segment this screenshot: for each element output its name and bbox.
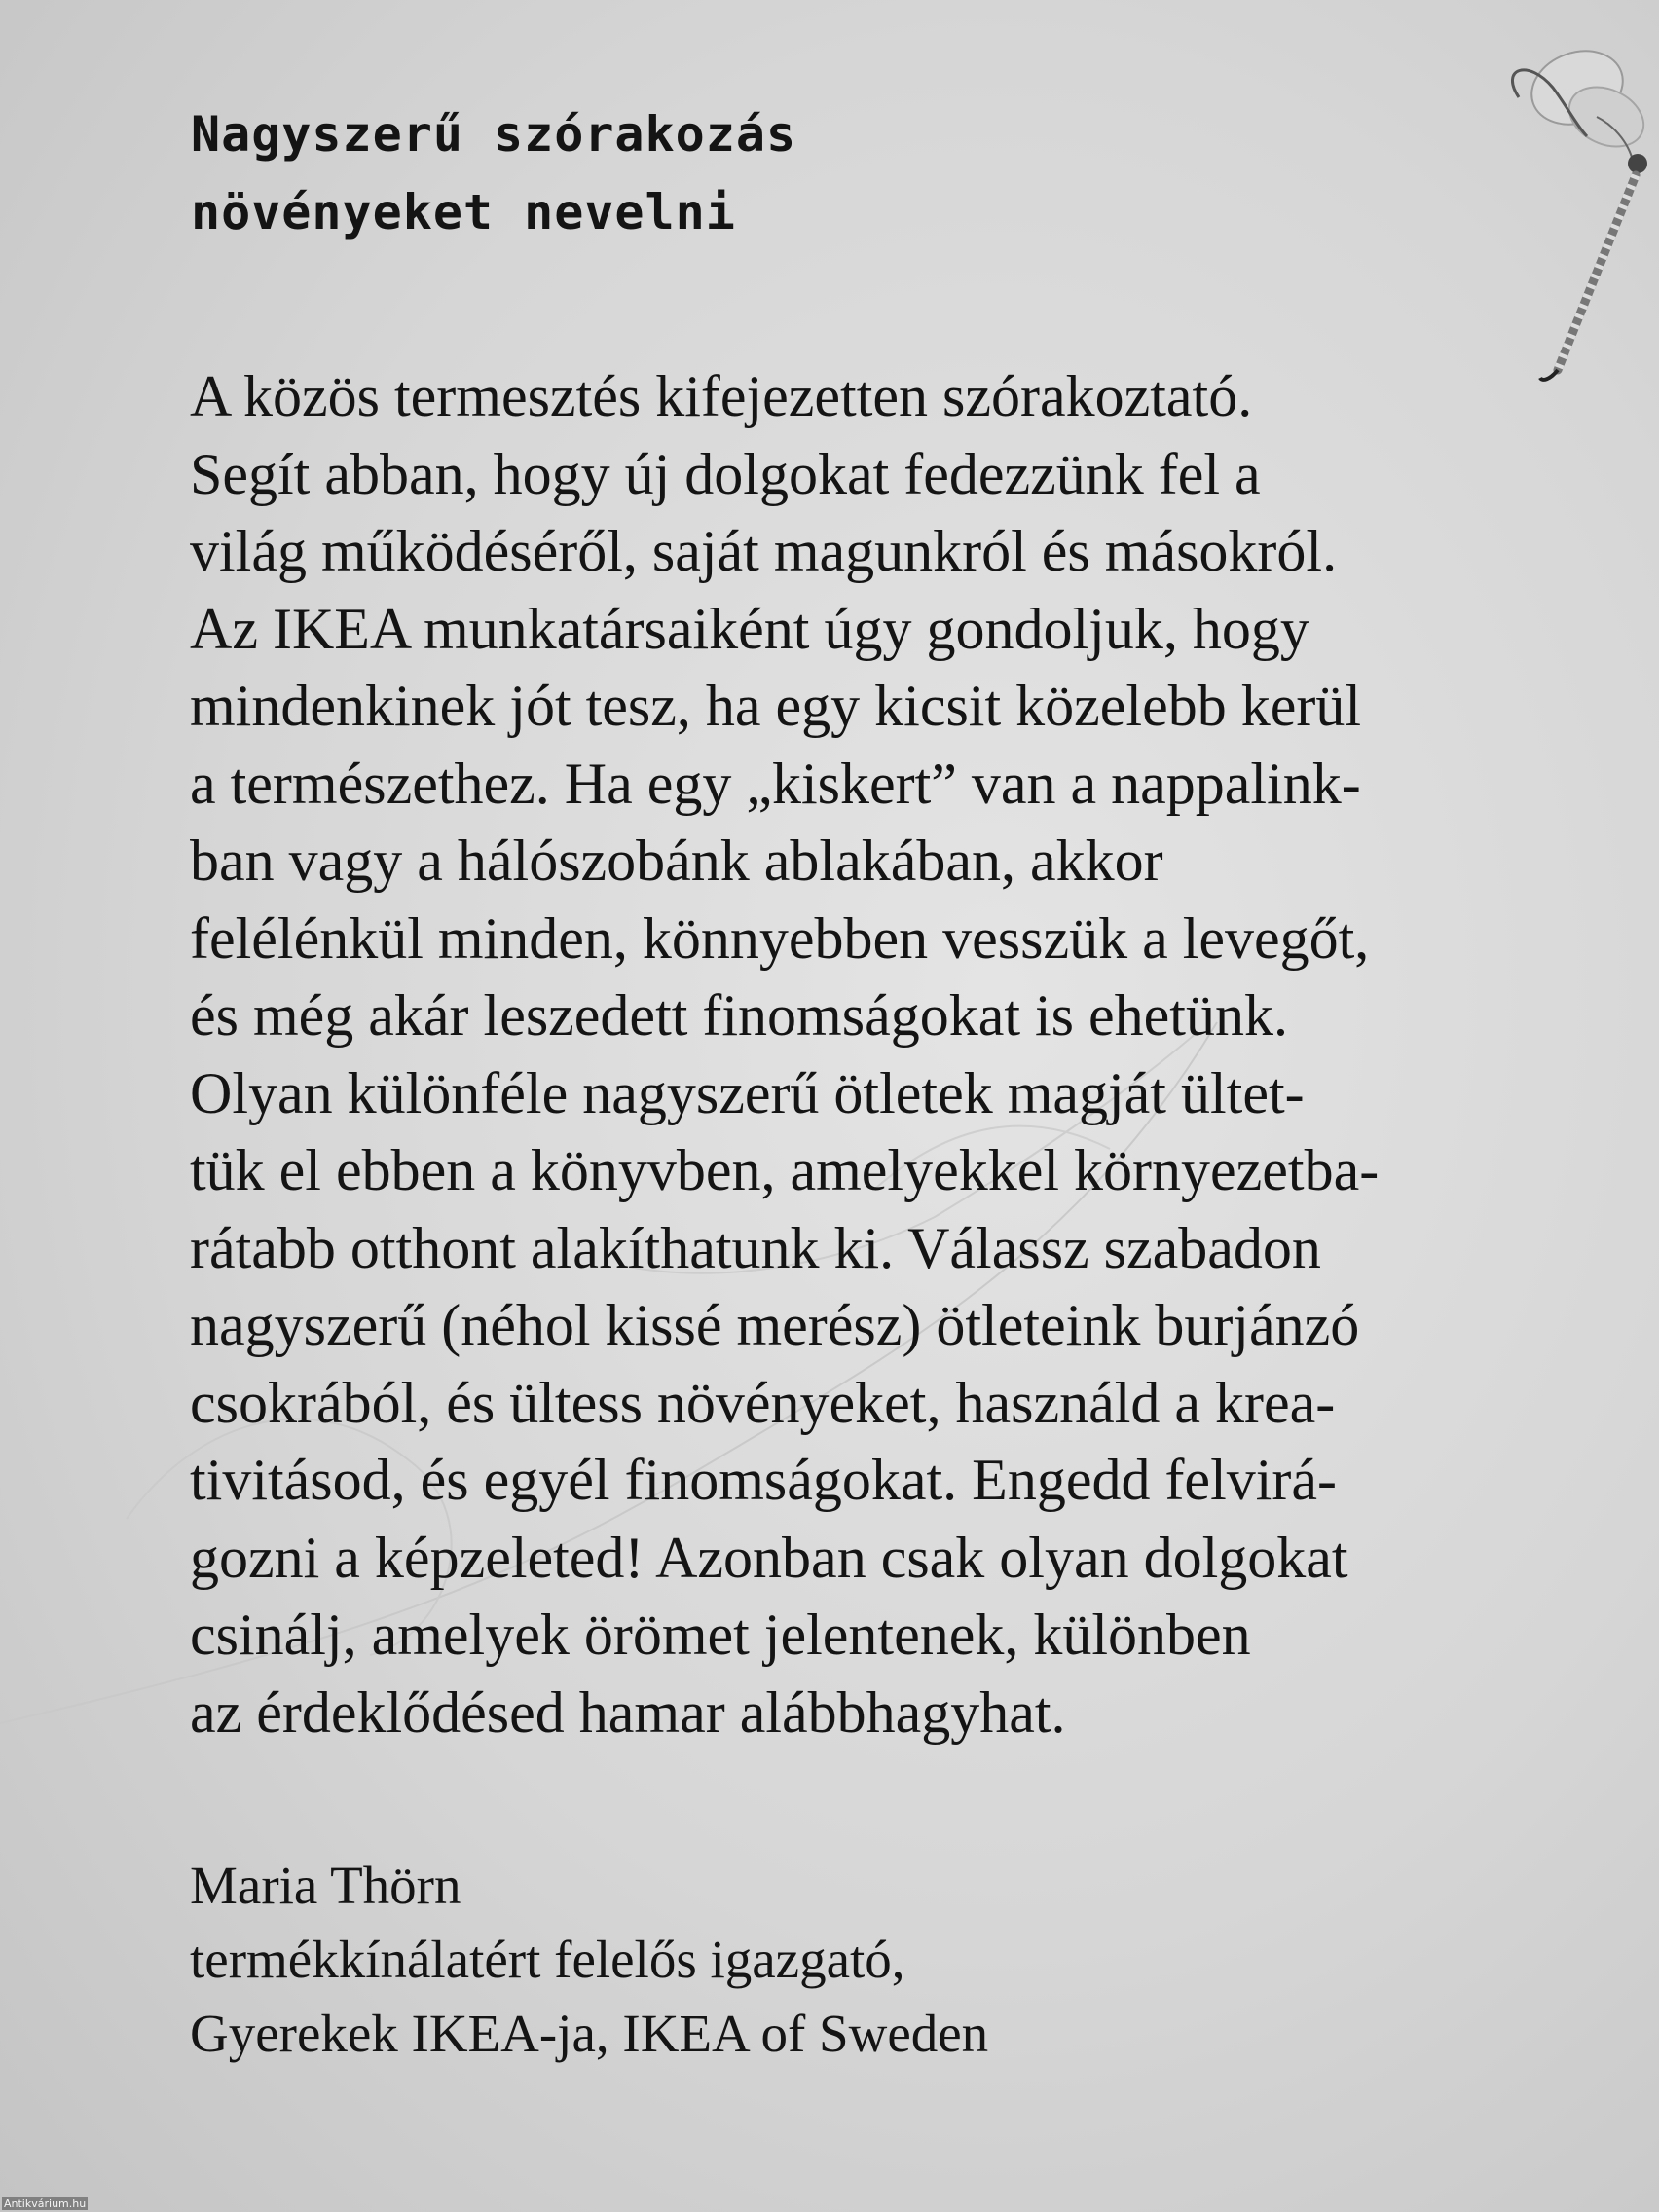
body-line: csokrából, és ültess növényeket, használd a krea-: [190, 1370, 1336, 1435]
body-line: Az IKEA munkatársaiként úgy gondoljuk, hogy: [190, 596, 1309, 661]
body-line: az érdeklődésed hamar alábbhagyhat.: [190, 1679, 1066, 1745]
body-line: rátabb otthont alakíthatunk ki. Válassz szabadon: [190, 1215, 1321, 1280]
body-line: csinálj, amelyek örömet jelentenek, különben: [190, 1603, 1251, 1667]
author-organization: Gyerekek IKEA-ja, IKEA of Sweden: [190, 2004, 989, 2063]
body-line: nagyszerű (néhol kissé merész) ötleteink burjánzó: [190, 1293, 1360, 1357]
dragonfly-illustration: [1460, 19, 1655, 389]
body-line: tivitásod, és egyél finomságokat. Engedd felvirá-: [190, 1448, 1337, 1512]
body-line: tük el ebben a könyvben, amelyekkel környezetba-: [190, 1138, 1380, 1202]
body-line: ban vagy a hálószobánk ablakában, akkor: [190, 829, 1163, 893]
body-line: világ működéséről, saját magunkról és másokról.: [190, 519, 1338, 583]
signature-block: [190, 1849, 1456, 2071]
body-line: A közös termesztés kifejezetten szórakoztató.: [190, 364, 1253, 428]
author-role: termékkínálatért felelős igazgató,: [190, 1930, 905, 1989]
watermark: Antikvárium.hu: [4, 2197, 87, 2210]
title-line-1: Nagyszerű szórakozás: [191, 106, 797, 163]
body-line: felélénkül minden, könnyebben vesszük a levegőt,: [190, 905, 1370, 971]
title-line-2: növényeket nevelni: [191, 184, 736, 240]
body-line: Segít abban, hogy új dolgokat fedezzünk fel a: [190, 441, 1261, 506]
body-line: Olyan különféle nagyszerű ötletek magját ültet-: [190, 1060, 1305, 1125]
author-name: Maria Thörn: [190, 1856, 461, 1915]
body-line: a természethez. Ha egy „kiskert” van a nappalink-: [190, 751, 1361, 816]
body-line: gozni a képzeleted! Azonban csak olyan dolgokat: [190, 1525, 1348, 1590]
body-paragraph: [190, 358, 1592, 1751]
page-title: [191, 95, 796, 251]
body-line: mindenkinek jót tesz, ha egy kicsit közelebb kerül: [190, 674, 1361, 738]
body-line: és még akár leszedett finomságokat is ehetünk.: [190, 983, 1288, 1048]
